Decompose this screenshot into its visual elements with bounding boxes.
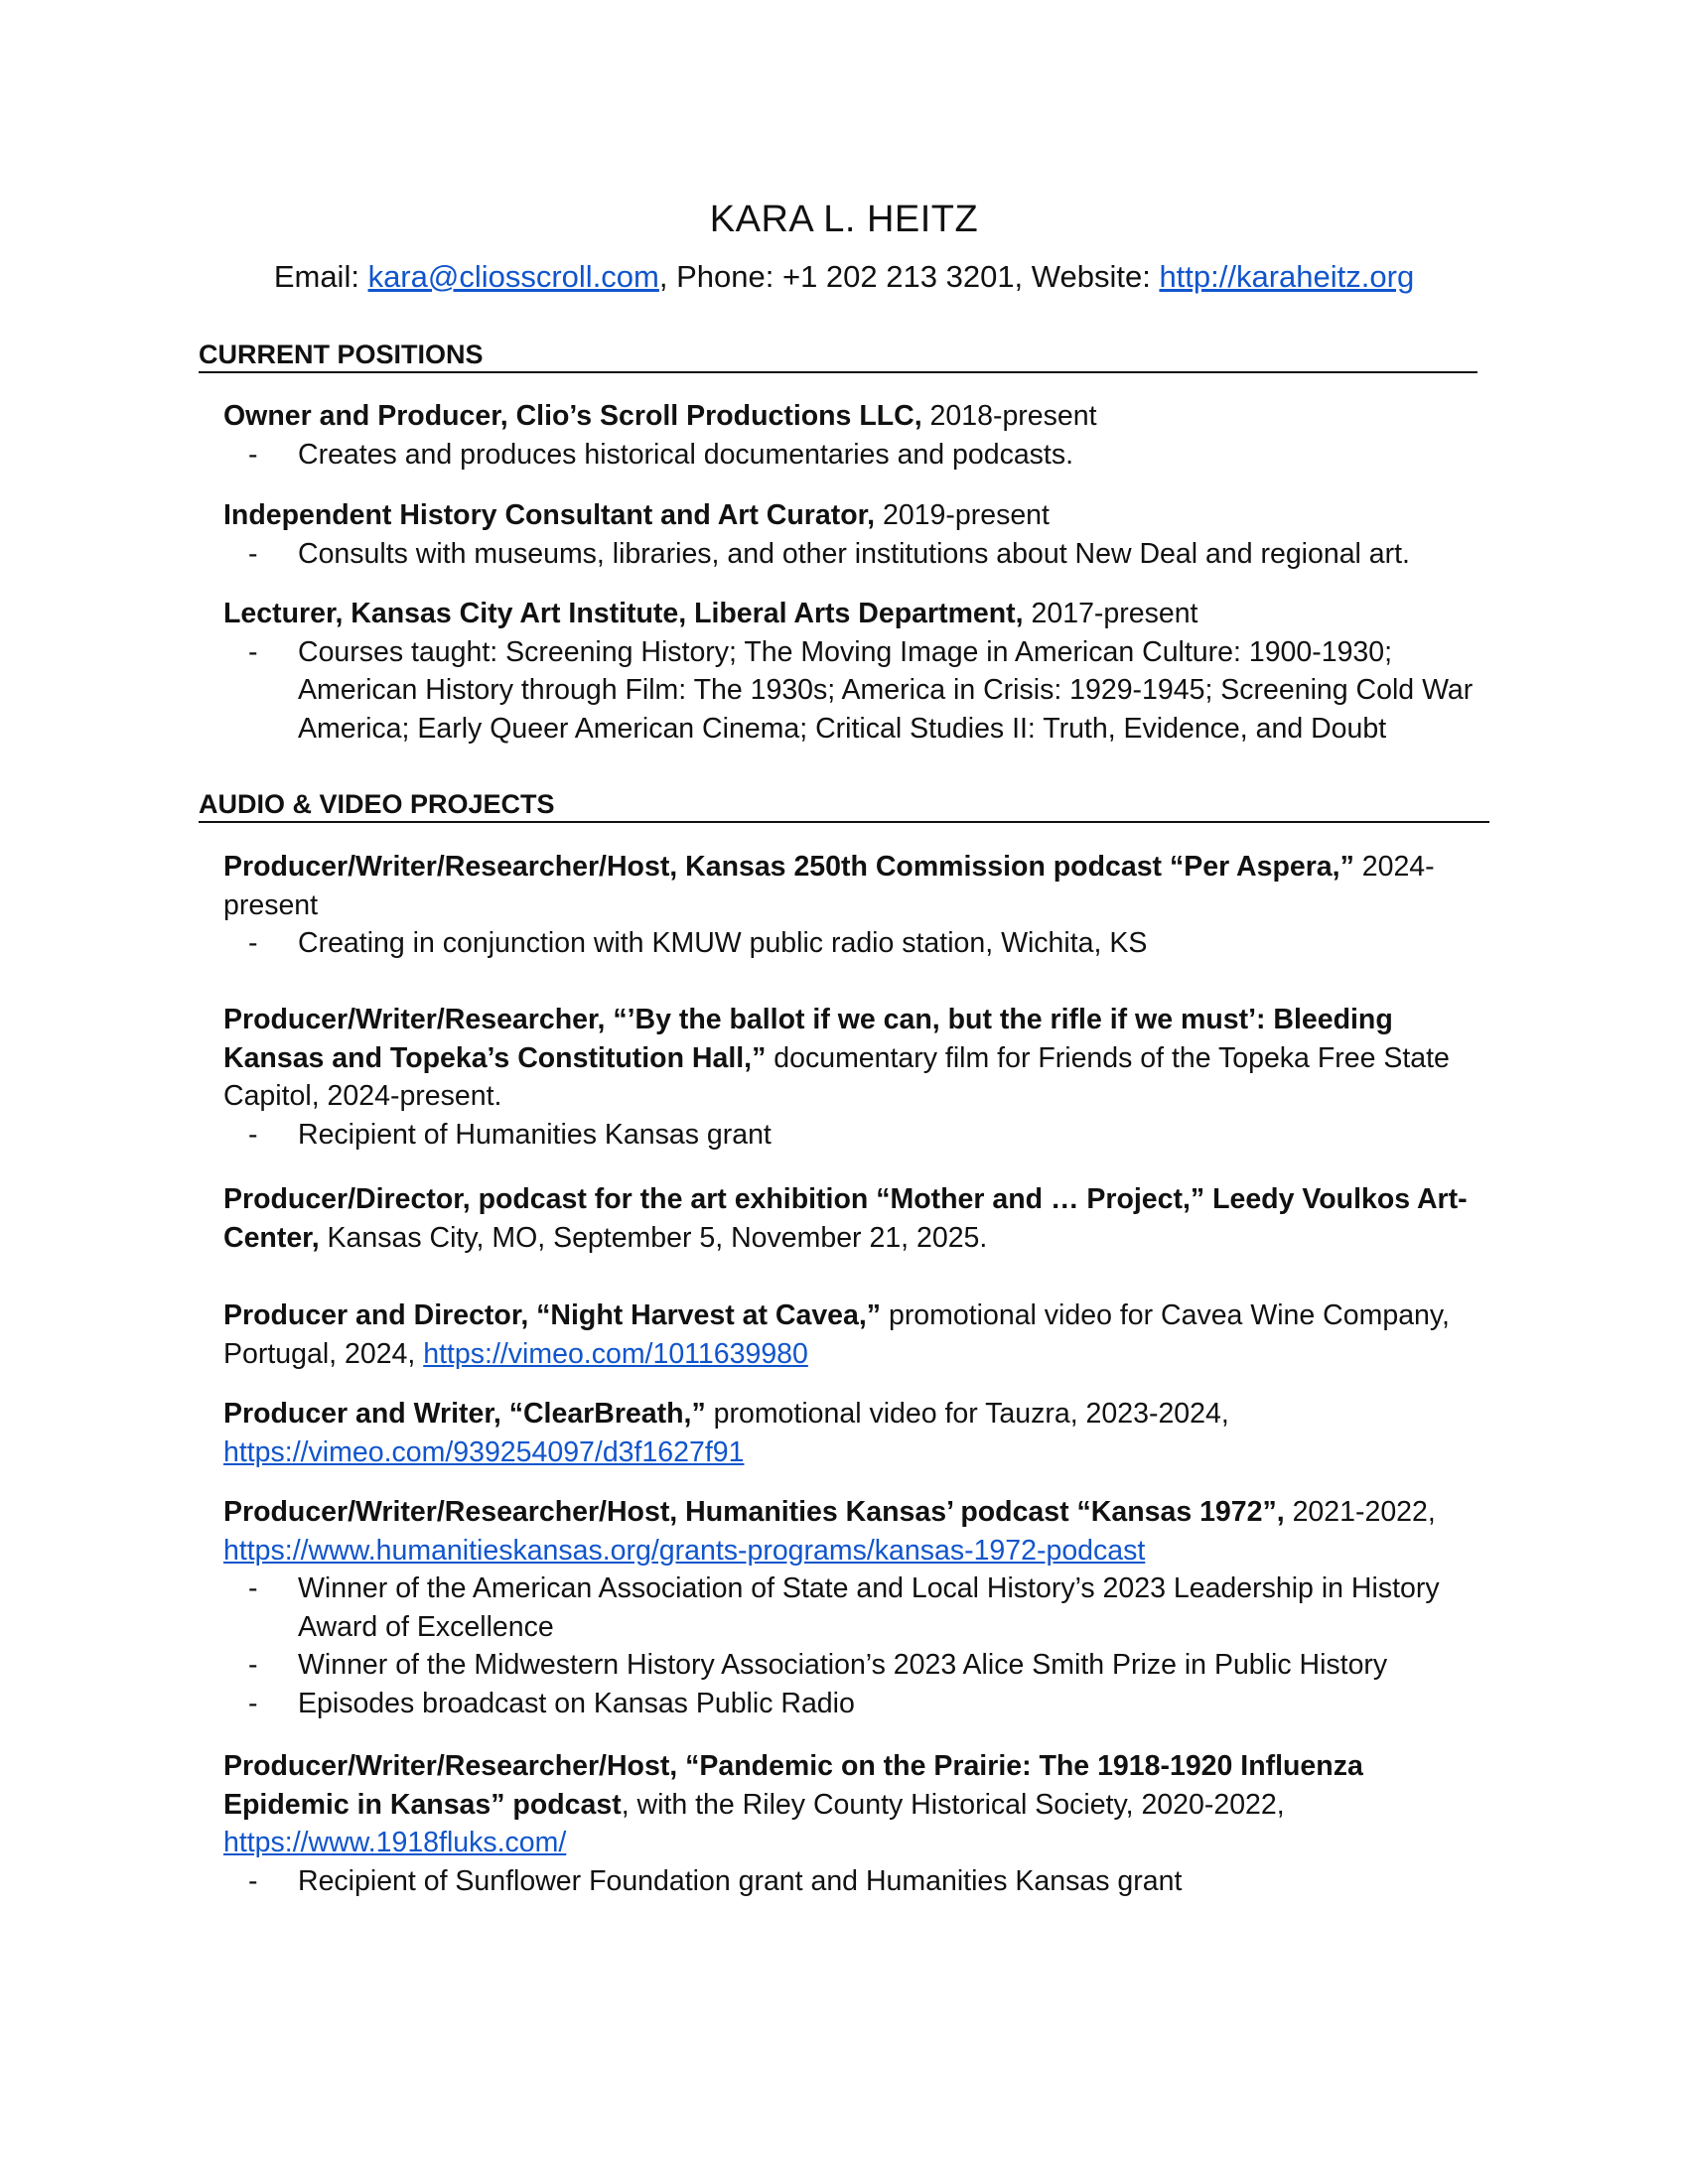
project-video-link[interactable]: https://vimeo.com/939254097/d3f1627f91 (223, 1435, 745, 1468)
project-details: promotional video for Cavea Wine Company, Portugal, 2024, (223, 1299, 1450, 1370)
bullet-list (223, 1862, 1494, 1901)
project-details: documentary film for Friends of the Topeka Free State Capitol, 2024-present. (223, 1041, 1450, 1112)
project-heading (223, 1747, 1494, 1862)
bullet-text: Winner of the Midwestern History Association’s 2023 Alice Smith Prize in Public History (298, 1649, 1388, 1681)
dash-marker: - (248, 1572, 258, 1604)
section-heading-audio-video-projects: AUDIO & VIDEO PROJECTS (199, 787, 1489, 823)
project-entry (223, 848, 1494, 963)
dash-marker: - (248, 635, 258, 668)
bullet-item (223, 1685, 1494, 1723)
project-heading (223, 1395, 1494, 1471)
position-dates: 2017-present (1023, 598, 1198, 629)
project-heading (223, 1001, 1494, 1116)
project-title: Producer/Writer/Researcher, “’By the ballot if we can, but the rifle if we must’: Bleeding Kansas and Topeka’s Constitution Hall,” (223, 1004, 1393, 1074)
project-heading (223, 1180, 1494, 1257)
website-link[interactable]: http://karaheitz.org (1159, 259, 1415, 294)
project-title: Producer/Writer/Researcher/Host, Humanities Kansas’ podcast “Kansas 1972”, (223, 1496, 1285, 1528)
dash-marker: - (248, 537, 258, 570)
project-title: Producer/Director, podcast for the art exhibition “Mother and … Project,” Leedy Voulkos Art-Center, (223, 1183, 1468, 1254)
bullet-list (223, 1116, 1494, 1155)
bullet-item (223, 1116, 1494, 1155)
bullet-text: Courses taught: Screening History; The Moving Image in American Culture: 1900-1930; American History through Film: The 1930s; America in Crisis: 1929-1945; Screening Cold War America; Early Queer American Cinema; Critical Studies II: Truth, Evidence, and Doubt (298, 635, 1474, 745)
bullet-list (223, 924, 1494, 963)
project-entry (223, 1493, 1494, 1722)
section-heading-current-positions: CURRENT POSITIONS (199, 338, 1477, 373)
project-details: , with the Riley County Historical Society, 2020-2022, (621, 1788, 1285, 1821)
project-podcast-link[interactable]: https://www.humanitieskansas.org/grants-programs/kansas-1972-podcast (223, 1534, 1146, 1567)
bullet-text: Recipient of Sunflower Foundation grant and Humanities Kansas grant (298, 1864, 1183, 1897)
position-title: Independent History Consultant and Art Curator, (223, 499, 876, 531)
dash-marker: - (248, 438, 258, 471)
position-entry (223, 595, 1494, 748)
project-entry (223, 1180, 1494, 1257)
position-dates: 2018-present (921, 400, 1097, 432)
email-link[interactable]: kara@cliosscroll.com (367, 259, 659, 294)
project-title: Producer and Writer, “ClearBreath,” (223, 1398, 706, 1430)
email-label: Email: (273, 259, 368, 294)
bullet-item (223, 924, 1494, 963)
dash-marker: - (248, 1687, 258, 1719)
project-entry (223, 1747, 1494, 1900)
dash-marker: - (248, 1649, 258, 1681)
contact-line (0, 256, 1688, 298)
dash-marker: - (248, 927, 258, 959)
bullet-text: Creating in conjunction with KMUW public radio station, Wichita, KS (298, 927, 1148, 959)
project-heading (223, 848, 1494, 924)
position-title: Lecturer, Kansas City Art Institute, Liberal Arts Department, (223, 598, 1024, 629)
project-entry (223, 1297, 1494, 1373)
project-title: Producer/Writer/Researcher/Host, “Pandemic on the Prairie: The 1918-1920 Influenza Epidemic in Kansas” podcast (223, 1750, 1363, 1821)
bullet-item (223, 436, 1494, 475)
position-entry (223, 496, 1494, 573)
project-heading (223, 1297, 1494, 1373)
bullet-item (223, 633, 1494, 749)
position-heading (223, 496, 1494, 535)
project-details: Kansas City, MO, September 5, November 21, 2025. (319, 1221, 988, 1254)
project-details: 2021-2022, (1284, 1496, 1436, 1528)
project-video-link[interactable]: https://vimeo.com/1011639980 (423, 1337, 808, 1370)
bullet-text: Recipient of Humanities Kansas grant (298, 1118, 772, 1151)
bullet-item (223, 1862, 1494, 1901)
dash-marker: - (248, 1864, 258, 1897)
bullet-list (223, 535, 1494, 574)
bullet-list (223, 1570, 1494, 1722)
bullet-list (223, 436, 1494, 475)
bullet-text: Episodes broadcast on Kansas Public Radio (298, 1687, 855, 1719)
dash-marker: - (248, 1118, 258, 1151)
position-heading (223, 595, 1494, 633)
phone-text: , Phone: +1 202 213 3201, Website: (658, 259, 1160, 294)
project-entry (223, 1001, 1494, 1154)
bullet-item (223, 1570, 1494, 1646)
bullet-list (223, 633, 1494, 749)
project-title: Producer/Writer/Researcher/Host, Kansas 250th Commission podcast “Per Aspera,” (223, 851, 1354, 883)
bullet-item (223, 535, 1494, 574)
position-heading (223, 397, 1494, 436)
position-title: Owner and Producer, Clio’s Scroll Productions LLC, (223, 400, 922, 432)
position-entry (223, 397, 1494, 474)
bullet-text: Winner of the American Association of State and Local History’s 2023 Leadership in History Award of Excellence (298, 1572, 1440, 1643)
bullet-text: Creates and produces historical documentaries and podcasts. (298, 438, 1074, 471)
project-heading (223, 1493, 1494, 1570)
project-details: promotional video for Tauzra, 2023-2024, (705, 1398, 1229, 1430)
project-podcast-link[interactable]: https://www.1918fluks.com/ (223, 1827, 567, 1858)
project-details: 2024-present (223, 851, 1435, 921)
bullet-item (223, 1646, 1494, 1685)
bullet-text: Consults with museums, libraries, and other institutions about New Deal and regional art. (298, 537, 1410, 570)
resume-name: KARA L. HEITZ (709, 199, 979, 240)
project-title: Producer and Director, “Night Harvest at Cavea,” (223, 1299, 882, 1331)
position-dates: 2019-present (875, 499, 1050, 531)
project-entry (223, 1395, 1494, 1471)
